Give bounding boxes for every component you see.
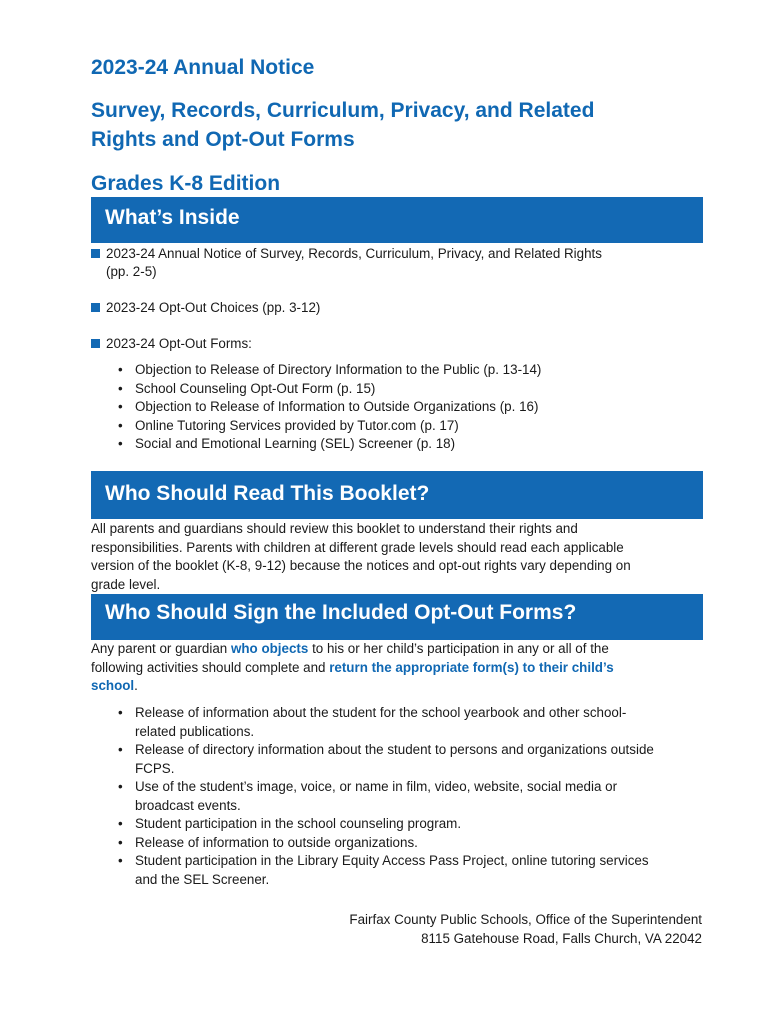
- emphasis-school: school: [91, 678, 135, 693]
- list-item: • Release of information to outside organizations.: [118, 834, 698, 853]
- list-item: • Objection to Release of Directory Information to the Public (p. 13-14): [118, 361, 698, 380]
- inside-item-opt-out-choices: [91, 299, 691, 317]
- activities-list: [118, 704, 698, 889]
- inside-item-text: 2023-24 Opt-Out Choices (pp. 3-12): [106, 300, 321, 315]
- footer-address: [349, 910, 702, 948]
- document-title: [91, 96, 691, 154]
- square-bullet-icon: [91, 303, 100, 312]
- list-item: • School Counseling Opt-Out Form (p. 15): [118, 380, 698, 399]
- footer-org: Fairfax County Public Schools, Office of the Superintendent: [349, 912, 702, 927]
- square-bullet-icon: [91, 249, 100, 258]
- emphasis-who-objects: who objects: [230, 641, 309, 656]
- edition-title: Grades K-8 Edition: [91, 172, 281, 195]
- square-bullet-icon: [91, 339, 100, 348]
- list-item: • Release of information about the student for the school yearbook and other school- related publications.: [118, 704, 698, 741]
- inside-item-text: 2023-24 Opt-Out Forms:: [106, 336, 252, 351]
- list-item: • Online Tutoring Services provided by Tutor.com (p. 17): [118, 417, 698, 436]
- list-item: • Release of directory information about the student to persons and organizations outside FCPS.: [118, 741, 698, 778]
- list-item: • Student participation in the Library Equity Access Pass Project, online tutoring services and the SEL Screener.: [118, 852, 698, 889]
- who-should-sign-banner: Who Should Sign the Included Opt-Out Forms?: [91, 594, 703, 640]
- forms-list: [118, 361, 698, 454]
- list-item: • Social and Emotional Learning (SEL) Screener (p. 18): [118, 435, 698, 454]
- who-should-sign-paragraph: Any parent or guardian who objects to his or her child’s participation in any or all of the following activities should complete and return the appropriate form(s) to their child’s school.: [91, 641, 614, 693]
- whats-inside-banner: What’s Inside: [91, 197, 703, 243]
- list-item: • Use of the student’s image, voice, or name in film, video, website, social media or broadcast events.: [118, 778, 698, 815]
- title-line-1: Survey, Records, Curriculum, Privacy, and Related: [91, 99, 595, 122]
- inside-item-annual-notice: [91, 245, 691, 281]
- title-line-2: Rights and Opt-Out Forms: [91, 128, 355, 151]
- list-item: • Objection to Release of Information to Outside Organizations (p. 16): [118, 398, 698, 417]
- emphasis-return-form: return the appropriate form(s) to their child’s: [329, 659, 614, 675]
- who-should-read-paragraph: All parents and guardians should review this booklet to understand their rights and responsibilities. Parents with children at different grade levels should read each applicable version of the booklet (K-8, 9-12) because the notices and opt-out rights vary depending on grade level.: [91, 521, 631, 592]
- inside-item-text: (pp. 2-5): [106, 264, 157, 279]
- list-item: • Student participation in the school counseling program.: [118, 815, 698, 834]
- year-title: 2023-24 Annual Notice: [91, 56, 315, 79]
- inside-item-text: 2023-24 Annual Notice of Survey, Records, Curriculum, Privacy, and Related Rights: [106, 246, 602, 261]
- inside-item-opt-out-forms: [91, 335, 691, 353]
- who-should-read-banner: Who Should Read This Booklet?: [91, 471, 703, 519]
- footer-street: 8115 Gatehouse Road, Falls Church, VA 22042: [421, 931, 702, 946]
